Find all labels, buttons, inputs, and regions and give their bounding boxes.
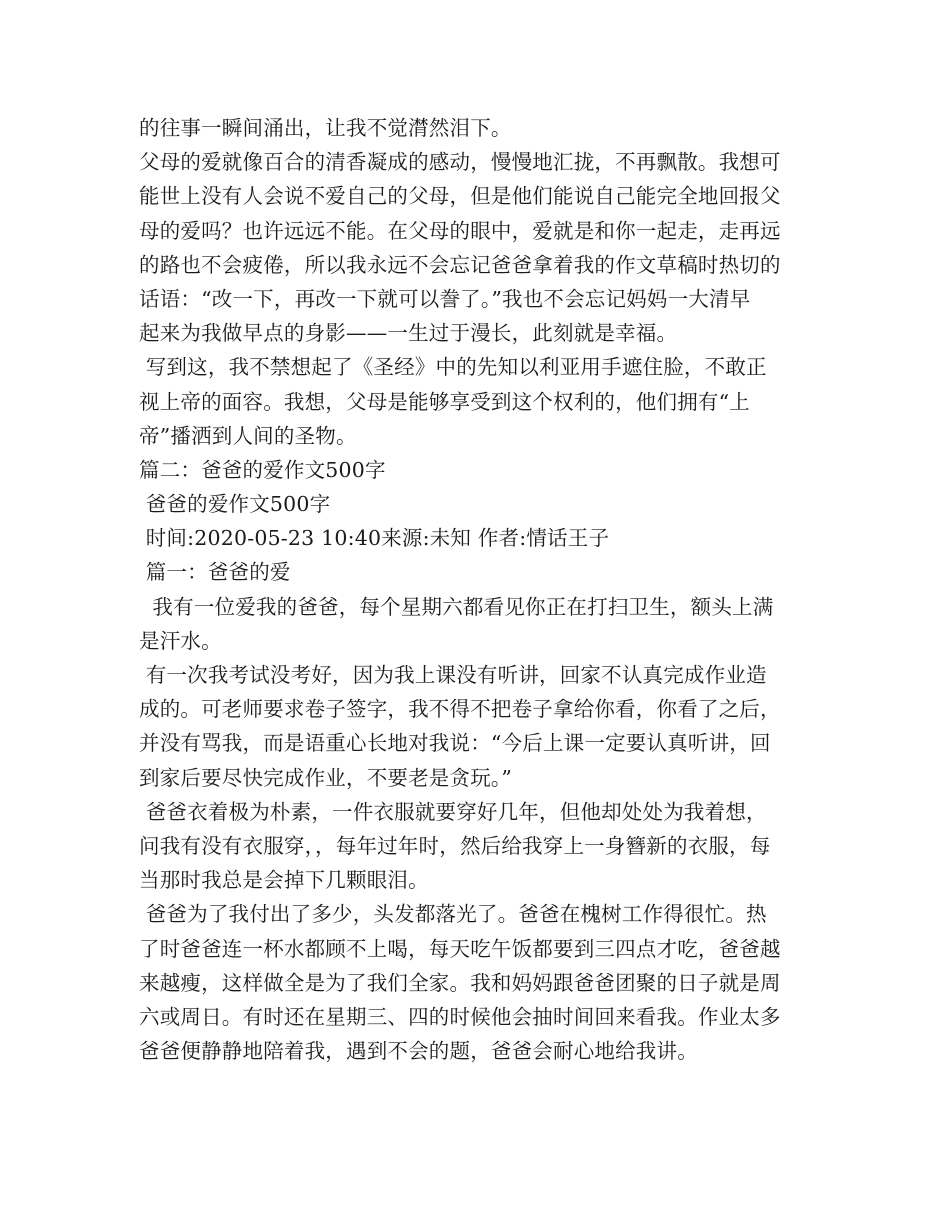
text-line: 我有一位爱我的爸爸，每个星期六都看见你正在打扫卫生，额头上满: [139, 594, 774, 619]
text-line: 是汗水。: [139, 628, 222, 653]
article-title: [139, 487, 819, 521]
paragraph: [139, 658, 819, 795]
text-line: 到家后要尽快完成作业，不要老是贪玩。”: [139, 765, 513, 790]
text-line: 并没有骂我，而是语重心长地对我说：“今后上课一定要认真听讲，回: [139, 731, 771, 756]
text-line: 成的。可老师要求卷子签字，我不得不把卷子拿给你看，你看了之后，: [139, 697, 781, 722]
subsection-heading: [139, 555, 819, 589]
text-line: 爸爸为了我付出了多少，头发都落光了。爸爸在槐树工作得很忙。热: [139, 902, 767, 927]
text-line: 帝”播洒到人间的圣物。: [139, 423, 357, 448]
text-line: 了时爸爸连一杯水都顾不上喝，每天吃午饭都要到三四点才吃，爸爸越: [139, 936, 781, 961]
text-line: 父母的爱就像百合的清香凝成的感动，慢慢地汇拢，不再飘散。我想可: [139, 150, 781, 175]
text-line: 爸爸便静静地陪着我，遇到不会的题，爸爸会耐心地给我讲。: [139, 1039, 698, 1064]
paragraph: [139, 897, 819, 1068]
text-line: 六或周日。有时还在星期三、四的时候他会抽时间回来看我。作业太多: [139, 1004, 781, 1029]
text-line: 爸爸的爱作文500字: [139, 492, 331, 517]
paragraph: [139, 145, 819, 350]
text-line: 问我有没有衣服穿，，每年过年时，然后给我穿上一身簪新的衣服，每: [139, 833, 771, 858]
text-line: 有一次我考试没考好，因为我上课没有听讲，回家不认真完成作业造: [139, 663, 767, 687]
text-line: 篇二：爸爸的爱作文500字: [139, 457, 386, 482]
text-line: 写到这，我不禁想起了《圣经》中的先知以利亚用手遮住脸，不敢正: [139, 355, 767, 380]
paragraph: [139, 350, 819, 453]
article-meta: [139, 521, 819, 555]
paragraph: [139, 590, 819, 658]
text-line: 篇一：爸爸的爱: [139, 560, 291, 585]
text-line: 当那时我总是会掉下几颗眼泪。: [139, 868, 429, 893]
text-line: 的往事一瞬间涌出，让我不觉潸然泪下。: [139, 116, 512, 140]
text-line: 视上帝的面容。我想，父母是能够享受到这个权利的，他们拥有“上: [139, 389, 750, 414]
text-line: 母的爱吗？也许远远不能。在父母的眼中，爱就是和你一起走，走再远: [139, 218, 781, 243]
text-line: 时间:2020-05-23 10:40来源:未知 作者:情话王子: [139, 526, 610, 551]
document-body: [139, 111, 819, 1068]
text-line: 能世上没有人会说不爱自己的父母，但是他们能说自己能完全地回报父: [139, 184, 781, 209]
text-line: 的路也不会疲倦，所以我永远不会忘记爸爸拿着我的作文草稿时热切的: [139, 252, 781, 277]
paragraph: [139, 111, 819, 145]
text-line: 话语：“改一下，再改一下就可以誊了。”我也不会忘记妈妈一大清早: [139, 286, 751, 311]
text-line: 来越瘦，这样做全是为了我们全家。我和妈妈跟爸爸团聚的日子就是周: [139, 970, 781, 995]
section-heading: [139, 453, 819, 487]
text-line: 爸爸衣着极为朴素，一件衣服就要穿好几年，但他却处处为我着想，: [139, 799, 767, 824]
text-line: 起来为我做早点的身影——一生过于漫长，此刻就是幸福。: [139, 321, 678, 346]
paragraph: [139, 795, 819, 898]
